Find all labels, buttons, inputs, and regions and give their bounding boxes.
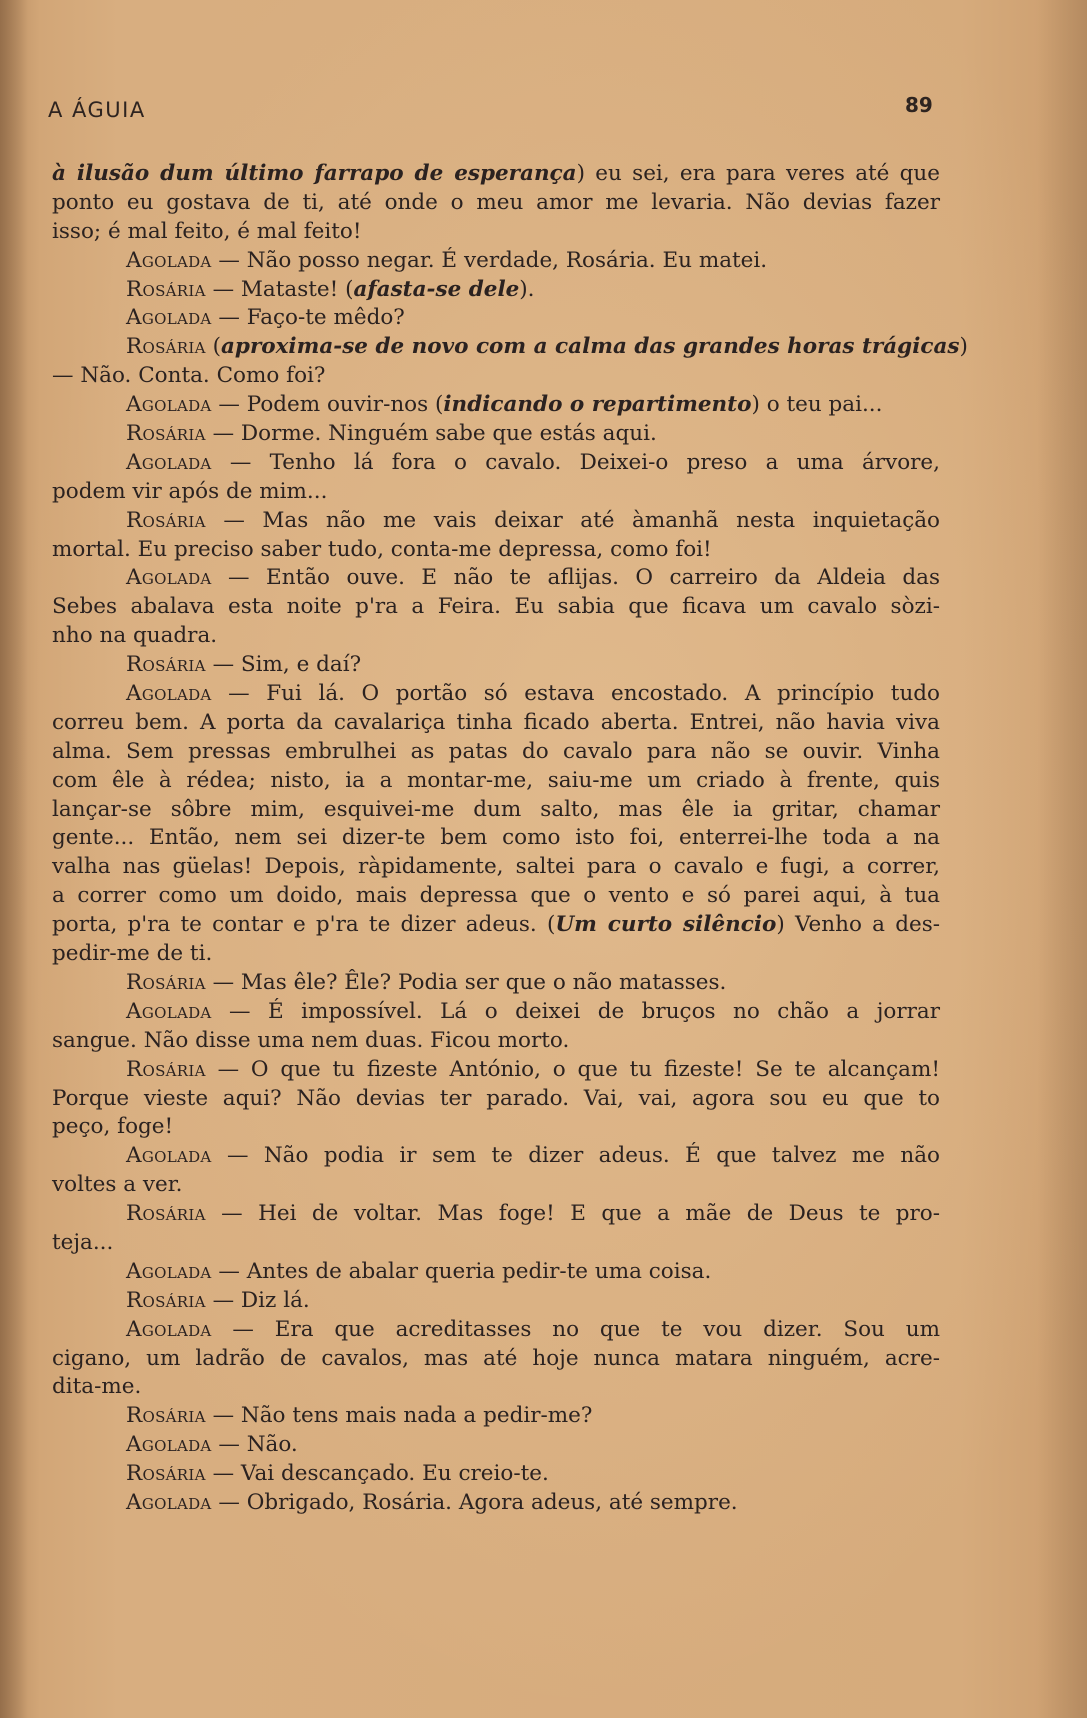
speaker-name: Agolada [126, 449, 212, 475]
speaker-name: Agolada [126, 1432, 212, 1458]
stage-direction: à ilusão dum último farrapo de esperança [52, 161, 577, 186]
line-text: — Fui lá. O portão só estava encostado. A princípio tudo [211, 681, 940, 707]
line-text: correu bem. A porta da cavalariça tinha ficado aberta. Entrei, não havia viva [52, 709, 940, 735]
text-line [52, 709, 940, 738]
text-line [52, 1431, 940, 1460]
line-text: voltes a ver. [52, 1172, 183, 1198]
text-line [52, 218, 940, 247]
speaker-name: Agolada [126, 1143, 212, 1169]
line-text: Porque vieste aqui? Não devias ter parado. Vai, vai, agora sou eu que to [52, 1085, 940, 1111]
line-text: — Mataste! ( [205, 276, 354, 302]
line-text: — É impossível. Lá o deixei de bruços no chão a jorrar [211, 998, 940, 1024]
running-head: A ÁGUIA [48, 98, 146, 122]
text-line [52, 189, 940, 218]
line-text: cigano, um ladrão de cavalos, mas até hoje nunca matara ninguém, acre- [52, 1345, 940, 1371]
line-text: — Não posso negar. É verdade, Rosária. Eu matei. [211, 247, 768, 273]
line-text: — O que tu fizeste António, o que tu fizeste! Se te alcançam! [205, 1056, 940, 1082]
text-line [52, 1113, 940, 1142]
text-line [52, 680, 940, 709]
text-line [52, 1085, 940, 1114]
line-text: — Antes de abalar queria pedir-te uma coisa. [211, 1258, 712, 1284]
speaker-name: Agolada [126, 1316, 212, 1342]
line-text: teja... [52, 1229, 114, 1255]
stage-direction: afasta-se dele [353, 276, 520, 302]
text-line [52, 940, 940, 969]
text-line [52, 1460, 940, 1489]
text-line [52, 1171, 940, 1200]
text-line [52, 882, 940, 911]
line-text: mortal. Eu preciso saber tudo, conta-me depressa, como foi! [52, 536, 712, 562]
text-line [52, 1287, 940, 1316]
line-text: pedir-me de ti. [52, 941, 213, 967]
line-text: valha nas güelas! Depois, ràpidamente, saltei para o cavalo e fugi, a correr, [52, 854, 940, 880]
speaker-name: Rosária [126, 1056, 206, 1082]
line-text: — Não podia ir sem te dizer adeus. É que talvez me não [211, 1143, 940, 1169]
text-line [52, 1316, 940, 1345]
line-text: — Faço-te mêdo? [211, 305, 405, 331]
line-text: Sebes abalava esta noite p'ra a Feira. Eu sabia que ficava um cavalo sòzi- [52, 594, 940, 620]
line-text: com êle à rédea; nisto, ia a montar-me, saiu-me um criado à frente, quis [52, 767, 940, 793]
speaker-name: Rosária [126, 969, 206, 995]
text-line [52, 796, 940, 825]
text-line [52, 1489, 940, 1518]
line-text: — Não. Conta. Como foi? [52, 363, 326, 389]
line-text: — Tenho lá fora o cavalo. Deixei-o preso a uma árvore, [211, 449, 940, 475]
text-line [52, 1142, 940, 1171]
line-text: nho na quadra. [52, 623, 218, 649]
line-text: ) o teu pai... [751, 392, 883, 418]
line-text: ( [205, 334, 221, 360]
line-text: isso; é mal feito, é mal feito! [52, 218, 362, 244]
text-line [52, 247, 940, 276]
speaker-name: Agolada [126, 392, 212, 418]
text-line [52, 738, 940, 767]
text-line [52, 449, 940, 478]
line-text: porta, p'ra te contar e p'ra te dizer adeus. ( [52, 912, 556, 938]
text-line [52, 1373, 940, 1402]
line-text: — Hei de voltar. Mas foge! E que a mãe de Deus te pro- [205, 1201, 940, 1227]
line-text: peço, foge! [52, 1114, 174, 1140]
speaker-name: Agolada [126, 681, 212, 707]
speaker-name: Agolada [126, 1489, 212, 1515]
line-text: — Dorme. Ninguém sabe que estás aqui. [205, 421, 657, 447]
line-text: gente... Então, nem sei dizer-te bem como isto foi, enterrei-lhe toda a na [52, 825, 940, 851]
text-line [52, 507, 940, 536]
speaker-name: Rosária [126, 334, 206, 360]
line-text: — Podem ouvir-nos ( [211, 392, 444, 418]
text-line [52, 362, 940, 391]
text-line [52, 1200, 940, 1229]
line-text: — Então ouve. E não te aflijas. O carreiro da Aldeia das [211, 565, 940, 591]
speaker-name: Rosária [126, 1287, 206, 1313]
text-line [52, 1027, 940, 1056]
speaker-name: Rosária [126, 507, 206, 533]
stage-direction: indicando o repartimento [443, 392, 752, 418]
text-line [52, 1345, 940, 1374]
line-text: podem vir após de mim... [52, 478, 328, 504]
text-line [52, 1229, 940, 1258]
line-text: a correr como um doido, mais depressa que o vento e só parei aqui, à tua [52, 883, 940, 909]
line-text: lançar-se sôbre mim, esquivei-me dum salto, mas êle ia gritar, chamar [52, 796, 940, 822]
speaker-name: Rosária [126, 1461, 206, 1487]
speaker-name: Agolada [126, 565, 212, 591]
stage-direction: Um curto silêncio [555, 912, 777, 938]
text-line [52, 593, 940, 622]
speaker-name: Agolada [126, 305, 212, 331]
line-text: — Mas êle? Êle? Podia ser que o não matasses. [205, 969, 727, 995]
text-line [52, 536, 940, 565]
text-line [52, 651, 940, 680]
text-line [52, 160, 940, 189]
speaker-name: Rosária [126, 1201, 206, 1227]
line-text: ) [959, 334, 968, 360]
line-text: dita-me. [52, 1374, 142, 1400]
line-text: — Era que acreditasses no que te vou dizer. Sou um [211, 1316, 940, 1342]
line-text: ponto eu gostava de ti, até onde o meu amor me levaria. Não devias fazer [52, 189, 940, 215]
line-text: — Mas não me vais deixar até àmanhã nesta inquietação [205, 507, 940, 533]
line-text: — Diz lá. [205, 1287, 310, 1313]
text-line [52, 824, 940, 853]
stage-direction: aproxima-se de novo com a calma das grandes horas trágicas [220, 334, 960, 360]
dialogue-text [52, 160, 968, 1518]
text-line [52, 1056, 940, 1085]
line-text: — Não tens mais nada a pedir-me? [205, 1403, 593, 1429]
line-text: — Vai descançado. Eu creio-te. [205, 1461, 549, 1487]
text-line [52, 969, 940, 998]
line-text: — Obrigado, Rosária. Agora adeus, até sempre. [211, 1489, 738, 1515]
speaker-name: Rosária [126, 421, 206, 447]
text-line [52, 767, 940, 796]
text-line [52, 304, 940, 333]
text-line [52, 998, 940, 1027]
text-line [52, 391, 940, 420]
text-line [52, 622, 940, 651]
line-text: sangue. Não disse uma nem duas. Ficou morto. [52, 1027, 570, 1053]
line-text: ). [519, 276, 535, 302]
text-line [52, 911, 940, 940]
line-text: ) eu sei, era para veres até que [576, 161, 941, 186]
speaker-name: Agolada [126, 247, 212, 273]
text-line [52, 420, 940, 449]
text-line [52, 478, 940, 507]
text-line [52, 853, 940, 882]
line-text: ) Venho a des- [776, 912, 941, 938]
speaker-name: Agolada [126, 998, 212, 1024]
page-number: 89 [905, 93, 933, 117]
text-line [52, 1402, 940, 1431]
text-line [52, 333, 968, 362]
speaker-name: Rosária [126, 652, 206, 678]
text-line [52, 564, 940, 593]
speaker-name: Agolada [126, 1258, 212, 1284]
speaker-name: Rosária [126, 1403, 206, 1429]
line-text: — Sim, e daí? [205, 652, 362, 678]
speaker-name: Rosária [126, 276, 206, 302]
text-line [52, 276, 940, 305]
line-text: alma. Sem pressas embrulhei as patas do cavalo para não se ouvir. Vinha [52, 738, 940, 764]
text-line [52, 1258, 940, 1287]
line-text: — Não. [211, 1432, 298, 1458]
